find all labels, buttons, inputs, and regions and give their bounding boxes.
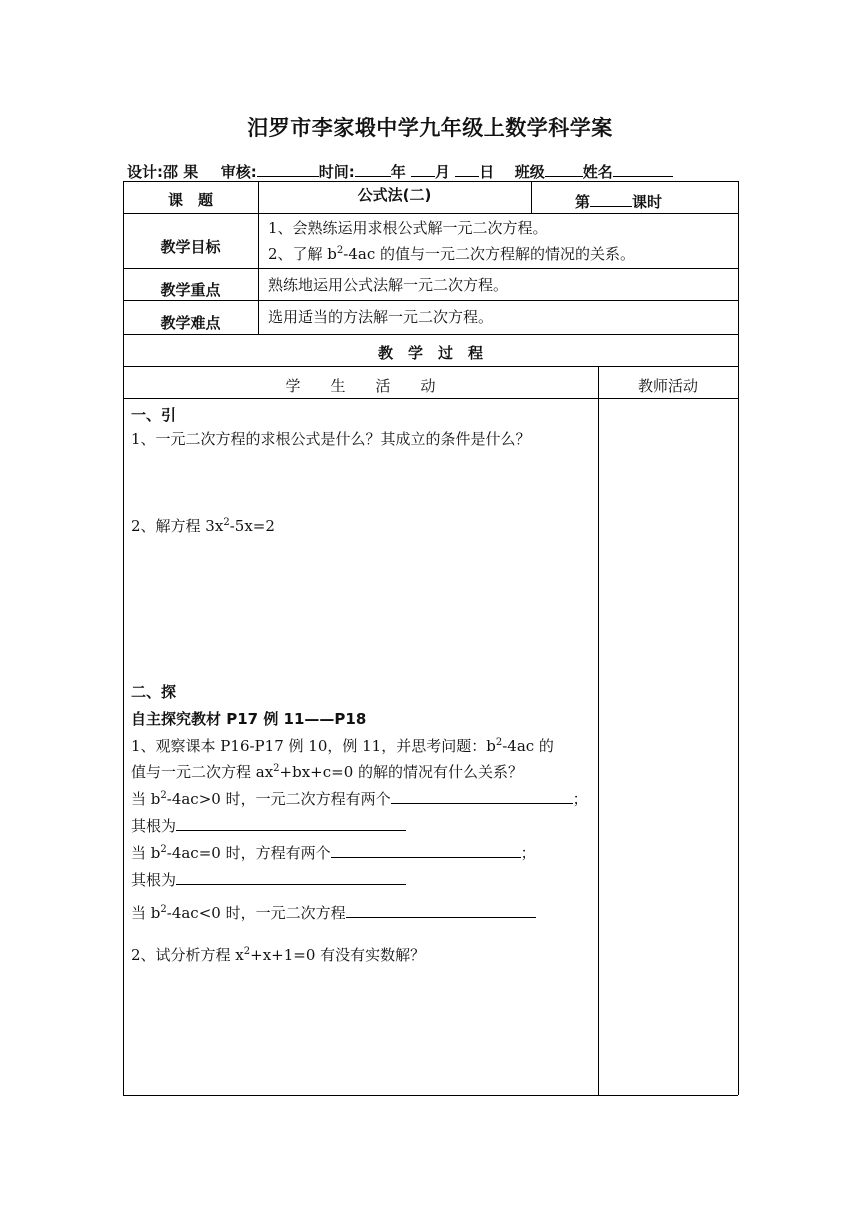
day-label: 日: [479, 163, 495, 181]
difficulty-label: 教学难点: [160, 314, 221, 332]
year-blank[interactable]: [355, 161, 391, 177]
document-title: 汨罗市李家塅中学九年级上数学科学案: [247, 116, 613, 140]
observe-line-1: 1、观察课本 P16-P17 例 10，例 11，并思考问题：$b^2-4ac$ 的: [131, 737, 554, 755]
month-blank[interactable]: [411, 161, 435, 177]
topic-label: 课 题: [167, 191, 213, 209]
case-zero: 当 $b^2-4ac=0$ 时，方程有两个 ；: [131, 844, 536, 862]
period-suffix: 课时: [632, 193, 663, 211]
meta-line: [127, 161, 673, 182]
question-solve-equation: 2、解方程 $3x^2-5x=2$: [131, 517, 275, 535]
key-point-text: 熟练地运用公式法解一元二次方程。: [268, 276, 509, 294]
period-blank[interactable]: [590, 191, 632, 207]
time-label: 时间:: [318, 163, 355, 181]
process-heading: 教 学 过 程: [377, 344, 483, 362]
goal-item-1: 1、会熟练运用求根公式解一元二次方程。: [268, 219, 548, 237]
roots-blank-1[interactable]: [176, 816, 406, 831]
topic-value: 公式法(二): [357, 186, 432, 204]
design-label: 设计:: [127, 163, 163, 181]
case-negative: 当 $b^2-4ac<0$ 时，一元二次方程: [131, 902, 536, 923]
case-positive-blank[interactable]: [391, 789, 573, 804]
month-label: 月: [434, 163, 450, 181]
question-real-solutions: 2、试分析方程 $x^2+x+1=0$ 有没有实数解？: [131, 946, 426, 964]
review-blank[interactable]: [257, 161, 319, 177]
roots-blank-2[interactable]: [176, 870, 406, 885]
day-blank[interactable]: [455, 161, 479, 177]
name-blank[interactable]: [613, 161, 673, 177]
year-label: 年: [390, 163, 406, 181]
roots-line-1: 其根为: [131, 815, 406, 836]
designer-name: 邵 果: [163, 163, 199, 181]
difficulty-text: 选用适当的方法解一元二次方程。: [268, 308, 494, 326]
class-label: 班级: [514, 163, 545, 181]
self-study-heading: 自主探究教材 P17 例 11——P18: [131, 710, 367, 728]
period-field: [575, 191, 662, 212]
case-zero-blank[interactable]: [331, 843, 521, 858]
roots-line-2: 其根为: [131, 869, 406, 890]
review-label: 审核:: [220, 163, 257, 181]
section-explore-heading: 二、探: [131, 683, 177, 701]
goals-label: 教学目标: [160, 238, 221, 256]
question-formula: 1、一元二次方程的求根公式是什么？其成立的条件是什么？: [131, 430, 531, 448]
section-intro-heading: 一、引: [131, 406, 177, 424]
student-activity-header: 学 生 活 动: [285, 377, 436, 395]
observe-line-2: 值与一元二次方程 $ax^2+bx+c=0$ 的解的情况有什么关系？: [131, 763, 524, 781]
class-blank[interactable]: [545, 161, 583, 177]
name-label: 姓名: [582, 163, 613, 181]
case-negative-blank[interactable]: [346, 903, 536, 918]
teacher-activity-header: 教师活动: [637, 377, 698, 395]
key-point-label: 教学重点: [160, 281, 221, 299]
goal-item-2: 2、了解 $b^2-4ac$ 的值与一元二次方程解的情况的关系。: [268, 245, 636, 263]
period-prefix: 第: [575, 193, 591, 211]
case-positive: 当 $b^2-4ac>0$ 时，一元二次方程有两个 ；: [131, 790, 588, 808]
